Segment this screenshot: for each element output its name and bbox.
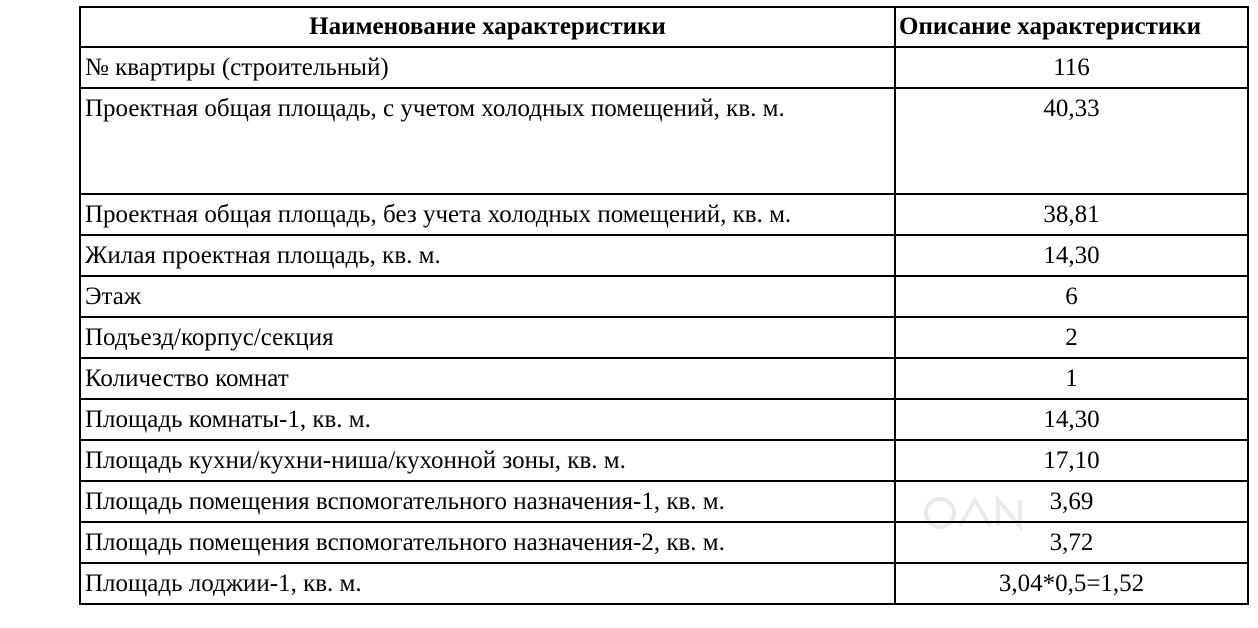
row-name: Подъезд/корпус/секция [80, 317, 895, 358]
row-value: 3,69 [895, 481, 1248, 522]
row-name: Площадь лоджии-1, кв. м. [80, 563, 895, 604]
table-row [80, 194, 1248, 235]
row-value: 14,30 [895, 399, 1248, 440]
characteristics-table [79, 6, 1249, 605]
row-value: 6 [895, 276, 1248, 317]
row-name: Площадь кухни/кухни-ниша/кухонной зоны, кв. м. [80, 440, 895, 481]
header-name: Наименование характеристики [80, 7, 895, 47]
row-value: 38,81 [895, 194, 1248, 235]
row-name: Площадь помещения вспомогательного назначения-1, кв. м. [80, 481, 895, 522]
table-header-row [80, 7, 1248, 47]
row-value: 116 [895, 47, 1248, 88]
row-name: Проектная общая площадь, с учетом холодных помещений, кв. м. [80, 88, 895, 194]
row-value: 3,72 [895, 522, 1248, 563]
row-name: Проектная общая площадь, без учета холодных помещений, кв. м. [80, 194, 895, 235]
row-value: 14,30 [895, 235, 1248, 276]
table-row [80, 522, 1248, 563]
row-value: 17,10 [895, 440, 1248, 481]
table-row [80, 47, 1248, 88]
row-value: 3,04*0,5=1,52 [895, 563, 1248, 604]
row-name: Площадь помещения вспомогательного назначения-2, кв. м. [80, 522, 895, 563]
row-value: 40,33 [895, 88, 1248, 194]
row-name: Площадь комнаты-1, кв. м. [80, 399, 895, 440]
table-row [80, 563, 1248, 604]
row-name: Количество комнат [80, 358, 895, 399]
header-description: Описание характеристики [895, 7, 1248, 47]
table-row [80, 88, 1248, 194]
row-value: 2 [895, 317, 1248, 358]
table-row [80, 317, 1248, 358]
table-row [80, 276, 1248, 317]
table-row [80, 440, 1248, 481]
row-name: № квартиры (строительный) [80, 47, 895, 88]
table-row [80, 399, 1248, 440]
row-name: Жилая проектная площадь, кв. м. [80, 235, 895, 276]
table-row [80, 481, 1248, 522]
table-row [80, 235, 1248, 276]
row-name: Этаж [80, 276, 895, 317]
table-row [80, 358, 1248, 399]
row-value: 1 [895, 358, 1248, 399]
